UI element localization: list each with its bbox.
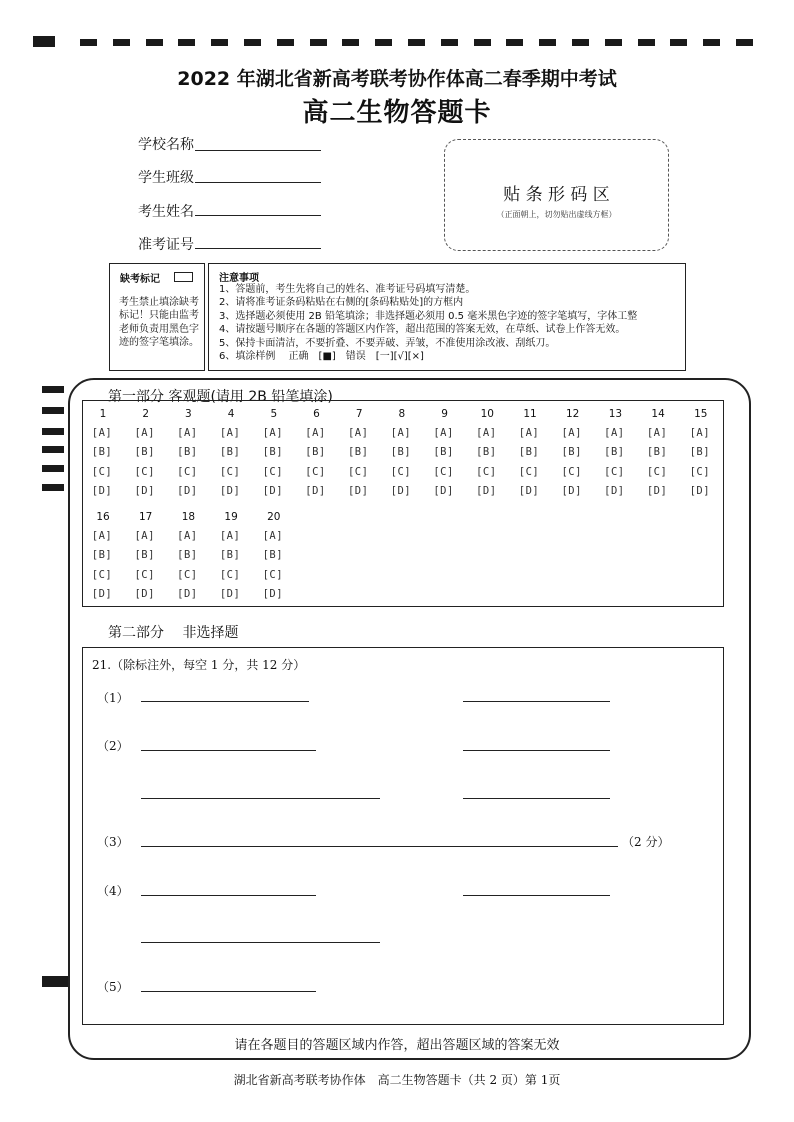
- answer-bubble[interactable]: [D]: [433, 484, 454, 497]
- top-dash-mark: [638, 39, 655, 46]
- answer-bubble[interactable]: [D]: [219, 484, 241, 497]
- answer-bubble[interactable]: [D]: [91, 587, 113, 600]
- answer-bubble[interactable]: [A]: [219, 427, 241, 439]
- answer-bubble[interactable]: [D]: [134, 484, 155, 497]
- answer-bubble[interactable]: [B]: [347, 446, 369, 459]
- answer-bubble[interactable]: [D]: [390, 484, 412, 497]
- answer-label-5: （5）: [97, 980, 129, 994]
- answer-blank-4a[interactable]: [141, 895, 316, 896]
- top-dash-mark: [408, 39, 425, 46]
- top-dash-mark: [605, 39, 622, 46]
- answer-bubble[interactable]: [A]: [262, 427, 284, 439]
- answer-bubble[interactable]: [C]: [262, 568, 284, 581]
- top-dash-mark: [539, 39, 556, 46]
- field-label-school: 学校名称: [138, 137, 194, 153]
- answer-bubble[interactable]: [D]: [262, 587, 284, 600]
- answer-bubble[interactable]: [B]: [689, 446, 711, 459]
- answer-bubble[interactable]: [C]: [347, 465, 369, 478]
- question-number: 17: [139, 511, 153, 523]
- answer-bubble[interactable]: [B]: [91, 446, 113, 459]
- answer-label-3: （3）: [97, 835, 129, 849]
- notes-box: [208, 263, 686, 371]
- question-number: 18: [181, 511, 196, 523]
- answer-bubble[interactable]: [B]: [305, 446, 326, 459]
- exam-title: 2022 年湖北省新高考联考协作体高二春季期中考试: [177, 68, 617, 90]
- answer-bubble[interactable]: [A]: [646, 427, 668, 439]
- answer-label-2: （2）: [97, 739, 129, 753]
- answer-bubble[interactable]: [C]: [604, 465, 625, 478]
- answer-bubble[interactable]: [C]: [219, 568, 241, 581]
- answer-blank-1a[interactable]: [141, 701, 309, 702]
- timing-mark: [42, 386, 64, 393]
- answer-bubble[interactable]: [D]: [305, 484, 326, 497]
- notes-item: 5、保持卡面清洁，不要折叠、不要弄破、弄皱，不准使用涂改液、刮纸刀。: [219, 337, 556, 349]
- answer-bubble[interactable]: [D]: [689, 484, 711, 497]
- answer-bubble[interactable]: [B]: [518, 446, 540, 459]
- answer-bubble[interactable]: [C]: [134, 568, 155, 581]
- answer-bubble[interactable]: [D]: [646, 484, 668, 497]
- question-number: 13: [608, 408, 623, 420]
- top-dash-mark: [670, 39, 687, 46]
- barcode-title: 贴 条 形 码 区: [503, 185, 610, 205]
- answer-bubble[interactable]: [A]: [177, 427, 198, 439]
- answer-bubble[interactable]: [D]: [476, 484, 497, 497]
- field-label-id: 准考证号: [138, 237, 194, 253]
- field-input-id[interactable]: [195, 248, 321, 249]
- field-label-name: 考生姓名: [138, 204, 194, 220]
- top-dash-mark: [441, 39, 458, 46]
- answer-bubble[interactable]: [D]: [91, 484, 113, 497]
- answer-label-1: （1）: [97, 691, 129, 705]
- question-number: 1: [99, 408, 107, 420]
- answer-bubble[interactable]: [A]: [518, 427, 540, 439]
- top-dash-mark: [736, 39, 753, 46]
- answer-blank-1b[interactable]: [463, 701, 610, 702]
- notes-item: 1、答题前，考生先将自己的姓名、准考证号码填写清楚。: [219, 284, 476, 295]
- answer-bubble[interactable]: [A]: [433, 427, 454, 439]
- top-dash-mark: [178, 39, 195, 46]
- question-number: 5: [270, 408, 278, 420]
- question-3-points: （2 分）: [622, 835, 670, 849]
- top-dash-mark: [703, 39, 720, 46]
- top-dash-mark: [80, 39, 97, 46]
- answer-bubble[interactable]: [A]: [134, 427, 155, 439]
- answer-bubble[interactable]: [C]: [91, 465, 113, 478]
- field-input-school[interactable]: [195, 150, 321, 151]
- answer-blank-2d[interactable]: [463, 798, 610, 799]
- answer-bubble[interactable]: [B]: [561, 446, 582, 459]
- question-number: 19: [224, 511, 238, 523]
- answer-blank-2c[interactable]: [141, 798, 380, 799]
- answer-bubble[interactable]: [B]: [177, 446, 198, 459]
- barcode-hint: （正面朝上，切勿贴出虚线方框）: [496, 210, 617, 219]
- answer-bubble[interactable]: [D]: [134, 587, 155, 600]
- question-number: 8: [398, 408, 406, 420]
- answer-bubble[interactable]: [A]: [347, 427, 369, 439]
- answer-bubble[interactable]: [A]: [134, 530, 155, 542]
- question-number: 14: [651, 408, 665, 420]
- answer-bubble[interactable]: [A]: [604, 427, 625, 439]
- timing-mark: [42, 484, 64, 491]
- answer-bubble[interactable]: [B]: [134, 549, 155, 562]
- answer-bubble[interactable]: [C]: [91, 568, 113, 581]
- timing-mark: [42, 446, 64, 453]
- top-dash-mark: [375, 39, 392, 46]
- answer-bubble[interactable]: [B]: [91, 549, 113, 562]
- notes-item: 4、请按题号顺序在各题的答题区内作答，超出范围的答案无效，在草纸、试卷上作答无效。: [219, 324, 626, 336]
- question-number: 3: [185, 408, 192, 420]
- answer-bubble[interactable]: [A]: [262, 530, 284, 542]
- answer-bubble[interactable]: [A]: [476, 427, 497, 439]
- answer-bubble[interactable]: [C]: [476, 465, 497, 478]
- question-number: 15: [694, 408, 708, 420]
- question-number: 4: [227, 408, 235, 420]
- timing-mark: [42, 407, 64, 414]
- timing-mark: [42, 976, 68, 987]
- answer-bubble[interactable]: [D]: [177, 484, 198, 497]
- timing-mark: [42, 465, 64, 472]
- answer-bubble[interactable]: [D]: [518, 484, 540, 497]
- answer-bubble[interactable]: [A]: [305, 427, 326, 439]
- answer-bubble[interactable]: [C]: [262, 465, 284, 478]
- answer-bubble[interactable]: [A]: [177, 530, 198, 542]
- question-number: 2: [142, 408, 150, 420]
- question-number: 16: [96, 511, 110, 523]
- notes-title: 注意事项: [219, 273, 259, 284]
- notes-item: 6、填涂样例 正确 [■] 错误 [一][√][×]: [219, 351, 424, 363]
- answer-bubble[interactable]: [B]: [476, 446, 497, 459]
- field-input-class[interactable]: [195, 182, 321, 183]
- question-number: 12: [566, 408, 580, 420]
- answer-bubble[interactable]: [B]: [219, 446, 241, 459]
- answer-blank-5[interactable]: [141, 991, 316, 992]
- question-number: 20: [267, 511, 281, 523]
- answer-bubble[interactable]: [B]: [262, 549, 284, 562]
- answer-blank-3[interactable]: [141, 846, 618, 847]
- answer-label-4: （4）: [97, 884, 129, 898]
- absent-mark-box: [109, 263, 205, 371]
- answer-blank-4b[interactable]: [463, 895, 610, 896]
- field-input-name[interactable]: [195, 215, 321, 216]
- absent-mark-title: 缺考标记: [120, 274, 160, 285]
- top-dash-mark: [572, 39, 589, 46]
- card-title: 高二生物答题卡: [302, 98, 492, 128]
- question-number: 6: [313, 408, 320, 420]
- answer-bubble[interactable]: [D]: [561, 484, 582, 497]
- answer-bubble[interactable]: [B]: [134, 446, 155, 459]
- answer-bubble[interactable]: [C]: [518, 465, 540, 478]
- answer-blank-4c[interactable]: [141, 942, 380, 943]
- top-dash-mark: [506, 39, 523, 46]
- part1-title: 第一部分 客观题(请用 2B 铅笔填涂): [108, 389, 333, 405]
- absent-mark-checkbox[interactable]: [174, 272, 193, 282]
- answer-blank-2a[interactable]: [141, 750, 316, 751]
- answer-bubble[interactable]: [D]: [604, 484, 625, 497]
- field-label-class: 学生班级: [138, 170, 194, 186]
- answer-bubble[interactable]: [C]: [646, 465, 668, 478]
- top-dash-mark: [244, 39, 261, 46]
- top-dash-mark: [113, 39, 130, 46]
- answer-bubble[interactable]: [A]: [561, 427, 582, 439]
- top-dash-mark: [310, 39, 327, 46]
- absent-mark-text: 考生禁止填涂缺考标记！只能由监考老师负责用黑色字迹的签字笔填涂。: [119, 297, 199, 349]
- answer-area-warning: 请在各题目的答题区域内作答，超出答题区域的答案无效: [234, 1038, 560, 1053]
- timing-mark: [42, 428, 64, 435]
- answer-bubble[interactable]: [C]: [390, 465, 412, 478]
- answer-bubble[interactable]: [D]: [347, 484, 369, 497]
- question-number: 10: [480, 408, 494, 420]
- top-dash-mark: [277, 39, 294, 46]
- barcode-area[interactable]: [444, 139, 669, 251]
- answer-bubble[interactable]: [C]: [177, 568, 198, 581]
- question-number: 9: [441, 408, 448, 420]
- answer-bubble[interactable]: [C]: [219, 465, 241, 478]
- answer-bubble[interactable]: [D]: [262, 484, 284, 497]
- notes-list: [219, 283, 681, 363]
- answer-bubble[interactable]: [C]: [689, 465, 711, 478]
- top-dash-mark: [211, 39, 228, 46]
- answer-bubble[interactable]: [A]: [91, 530, 113, 542]
- answer-bubble[interactable]: [B]: [177, 549, 198, 562]
- answer-bubble[interactable]: [B]: [219, 549, 241, 562]
- top-dash-mark: [342, 39, 359, 46]
- answer-bubble[interactable]: [D]: [177, 587, 198, 600]
- answer-bubble[interactable]: [A]: [91, 427, 113, 439]
- notes-item: 2、请将准考证条码粘贴在右侧的[条码粘贴处]的方框内: [219, 297, 464, 309]
- question-number: 11: [523, 408, 537, 420]
- answer-bubble[interactable]: [B]: [433, 446, 454, 459]
- part2-title: 第二部分 非选择题: [108, 625, 239, 641]
- answer-bubble[interactable]: [C]: [177, 465, 198, 478]
- corner-mark-top-left: [33, 36, 55, 47]
- answer-bubble[interactable]: [A]: [390, 427, 412, 439]
- top-dash-mark: [146, 39, 163, 46]
- answer-bubble[interactable]: [A]: [689, 427, 711, 439]
- answer-blank-2b[interactable]: [463, 750, 610, 751]
- notes-item: 3、选择题必须使用 2B 铅笔填涂；非选择题必须用 0.5 毫米黑色字迹的签字笔填写，字体工整: [219, 310, 638, 322]
- answer-bubble[interactable]: [B]: [262, 446, 284, 459]
- answer-bubble[interactable]: [B]: [390, 446, 412, 459]
- answer-bubble[interactable]: [B]: [646, 446, 668, 459]
- question-number: 7: [355, 408, 363, 420]
- answer-bubble[interactable]: [A]: [219, 530, 241, 542]
- answer-bubble[interactable]: [D]: [219, 587, 241, 600]
- answer-bubble[interactable]: [C]: [134, 465, 155, 478]
- answer-bubble[interactable]: [B]: [604, 446, 625, 459]
- answer-bubble[interactable]: [C]: [433, 465, 454, 478]
- top-dash-mark: [474, 39, 491, 46]
- question-21-header: 21.（除标注外，每空 1 分，共 12 分）: [92, 658, 306, 672]
- answer-bubble[interactable]: [C]: [561, 465, 582, 478]
- page-footer: 湖北省新高考联考协作体 高二生物答题卡（共 2 页）第 1页: [233, 1073, 561, 1087]
- answer-bubble[interactable]: [C]: [305, 465, 326, 478]
